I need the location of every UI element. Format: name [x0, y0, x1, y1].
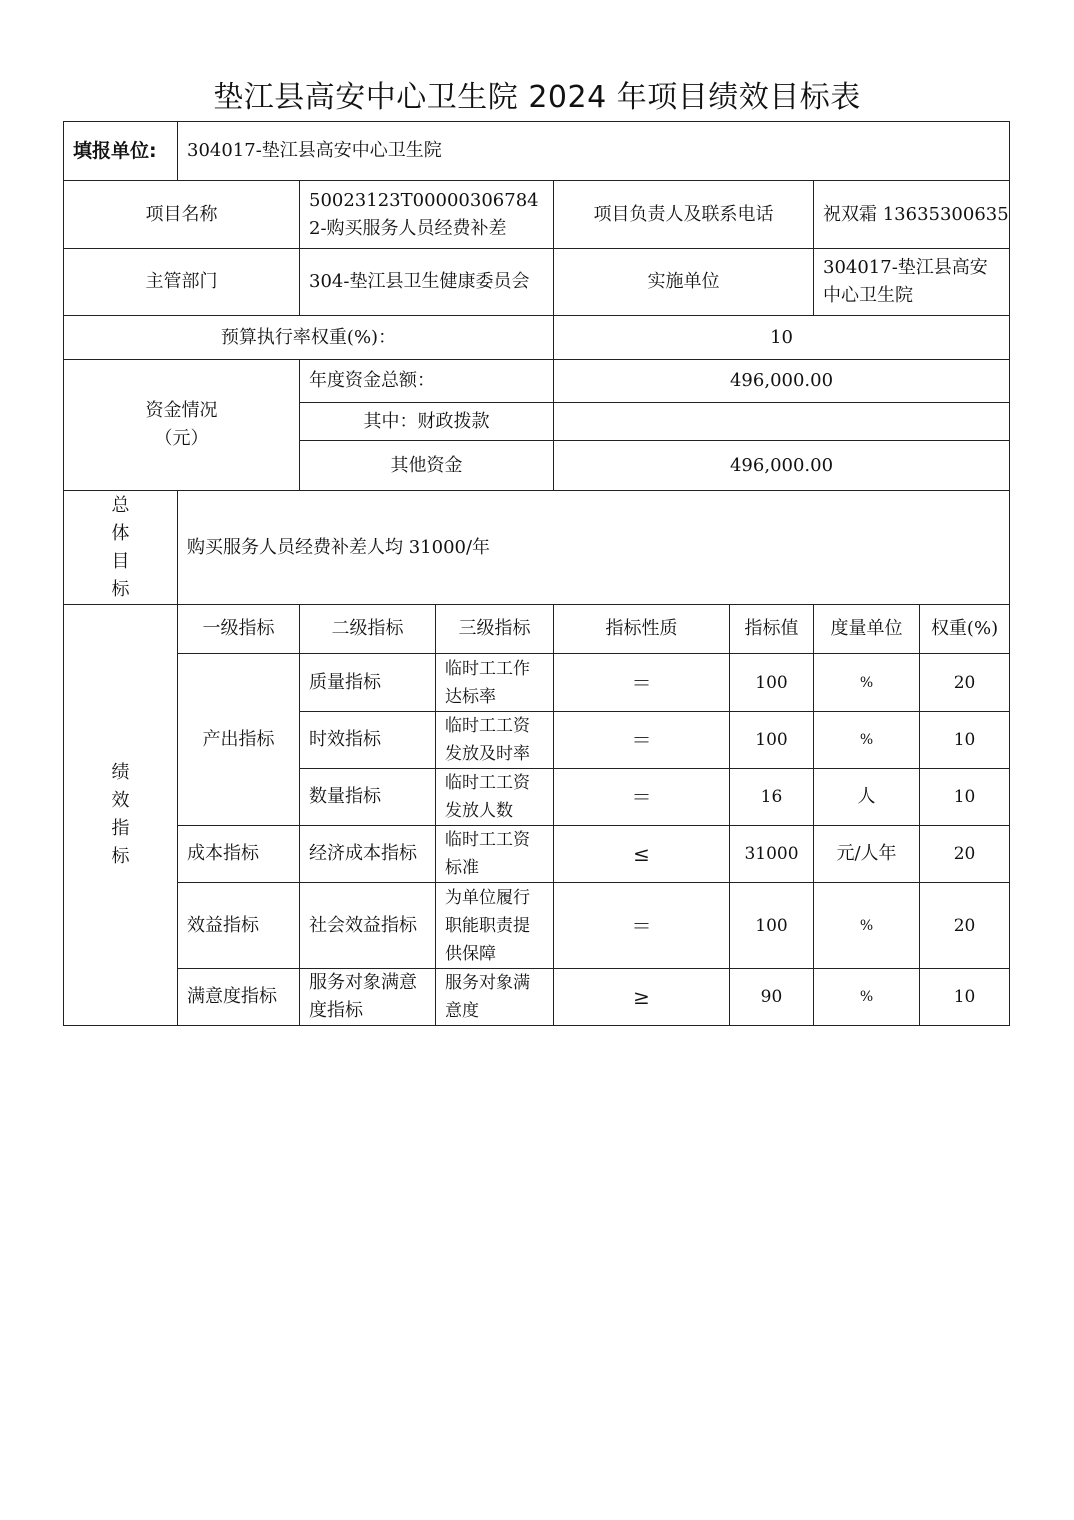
budget-rate-label: 预算执行率权重(%)：	[64, 316, 554, 360]
value-cell: 100	[730, 654, 814, 712]
unit-cell: %	[814, 654, 920, 712]
level2-cell: 时效指标	[300, 712, 436, 769]
value-cell: 100	[730, 712, 814, 769]
project-contact-label: 项目负责人及联系电话	[554, 181, 814, 249]
level2-cell: 质量指标	[300, 654, 436, 712]
level1-cell: 满意度指标	[178, 969, 300, 1026]
level1-cell: 产出指标	[178, 654, 300, 826]
implementing-unit-value: 304017-垫江县高安中心卫生院	[814, 249, 1010, 316]
level2-cell: 服务对象满意度指标	[300, 969, 436, 1026]
level2-cell: 数量指标	[300, 769, 436, 826]
project-name-row	[64, 181, 1010, 249]
project-name-label: 项目名称	[64, 181, 300, 249]
funds-total-row	[64, 360, 1010, 403]
unit-cell: %	[814, 712, 920, 769]
budget-rate-row	[64, 316, 1010, 360]
level3-cell: 临时工工资发放人数	[436, 769, 554, 826]
level1-cell: 成本指标	[178, 826, 300, 883]
annual-total-value: 496,000.00	[554, 360, 1010, 403]
weight-cell: 20	[920, 883, 1010, 969]
nature-cell: ＝	[554, 654, 730, 712]
value-cell: 31000	[730, 826, 814, 883]
performance-target-table	[63, 121, 1010, 1026]
overall-goal-label-cell	[64, 491, 178, 605]
indicators-label: 绩效指标	[111, 762, 130, 867]
nature-cell: ≤	[554, 826, 730, 883]
table-row	[64, 969, 1010, 1026]
value-cell: 100	[730, 883, 814, 969]
level3-cell: 临时工工资标准	[436, 826, 554, 883]
fiscal-allocation-value	[554, 403, 1010, 441]
fiscal-allocation-label: 其中：财政拨款	[300, 403, 554, 441]
indicator-header-row	[64, 605, 1010, 654]
nature-cell: ＝	[554, 712, 730, 769]
overall-goal-row	[64, 491, 1010, 605]
funds-unit: （元）	[154, 428, 209, 449]
page-title: 垫江县高安中心卫生院 2024 年项目绩效目标表	[213, 80, 861, 115]
header-level3: 三级指标	[436, 605, 554, 654]
level2-cell: 社会效益指标	[300, 883, 436, 969]
department-value: 304-垫江县卫生健康委员会	[300, 249, 554, 316]
header-nature: 指标性质	[554, 605, 730, 654]
unit-cell: %	[814, 883, 920, 969]
table-row	[64, 883, 1010, 969]
weight-cell: 10	[920, 712, 1010, 769]
table-row	[64, 826, 1010, 883]
reporting-unit-value: 304017-垫江县高安中心卫生院	[178, 122, 1010, 181]
nature-cell: ＝	[554, 769, 730, 826]
level1-cell: 效益指标	[178, 883, 300, 969]
weight-cell: 10	[920, 769, 1010, 826]
other-funds-label: 其他资金	[300, 441, 554, 491]
header-weight: 权重(%)	[920, 605, 1010, 654]
header-level2: 二级指标	[300, 605, 436, 654]
unit-cell: 人	[814, 769, 920, 826]
weight-cell: 20	[920, 654, 1010, 712]
funds-label: 资金情况	[145, 400, 218, 421]
level3-cell: 临时工工作达标率	[436, 654, 554, 712]
level2-cell: 经济成本指标	[300, 826, 436, 883]
indicators-label-cell	[64, 605, 178, 1026]
annual-total-label: 年度资金总额：	[300, 360, 554, 403]
unit-cell: 元/人年	[814, 826, 920, 883]
project-contact-value: 祝双霜 13635300635	[814, 181, 1010, 249]
table-row	[64, 654, 1010, 712]
project-name-value: 50023123T000003067842-购买服务人员经费补差	[300, 181, 554, 249]
level3-cell: 服务对象满意度	[436, 969, 554, 1026]
budget-rate-value: 10	[554, 316, 1010, 360]
nature-cell: ＝	[554, 883, 730, 969]
header-unit: 度量单位	[814, 605, 920, 654]
level3-cell: 临时工工资发放及时率	[436, 712, 554, 769]
funds-label-cell	[64, 360, 300, 491]
weight-cell: 20	[920, 826, 1010, 883]
reporting-unit-row	[64, 122, 1010, 181]
reporting-unit-label: 填报单位:	[64, 122, 178, 181]
level3-cell: 为单位履行职能职责提供保障	[436, 883, 554, 969]
header-level1: 一级指标	[178, 605, 300, 654]
overall-goal-label: 总体目标	[111, 494, 130, 600]
unit-cell: %	[814, 969, 920, 1026]
value-cell: 16	[730, 769, 814, 826]
other-funds-value: 496,000.00	[554, 441, 1010, 491]
overall-goal-value: 购买服务人员经费补差人均 31000/年	[178, 491, 1010, 605]
department-row	[64, 249, 1010, 316]
implementing-unit-label: 实施单位	[554, 249, 814, 316]
header-value: 指标值	[730, 605, 814, 654]
department-label: 主管部门	[64, 249, 300, 316]
weight-cell: 10	[920, 969, 1010, 1026]
value-cell: 90	[730, 969, 814, 1026]
nature-cell: ≥	[554, 969, 730, 1026]
